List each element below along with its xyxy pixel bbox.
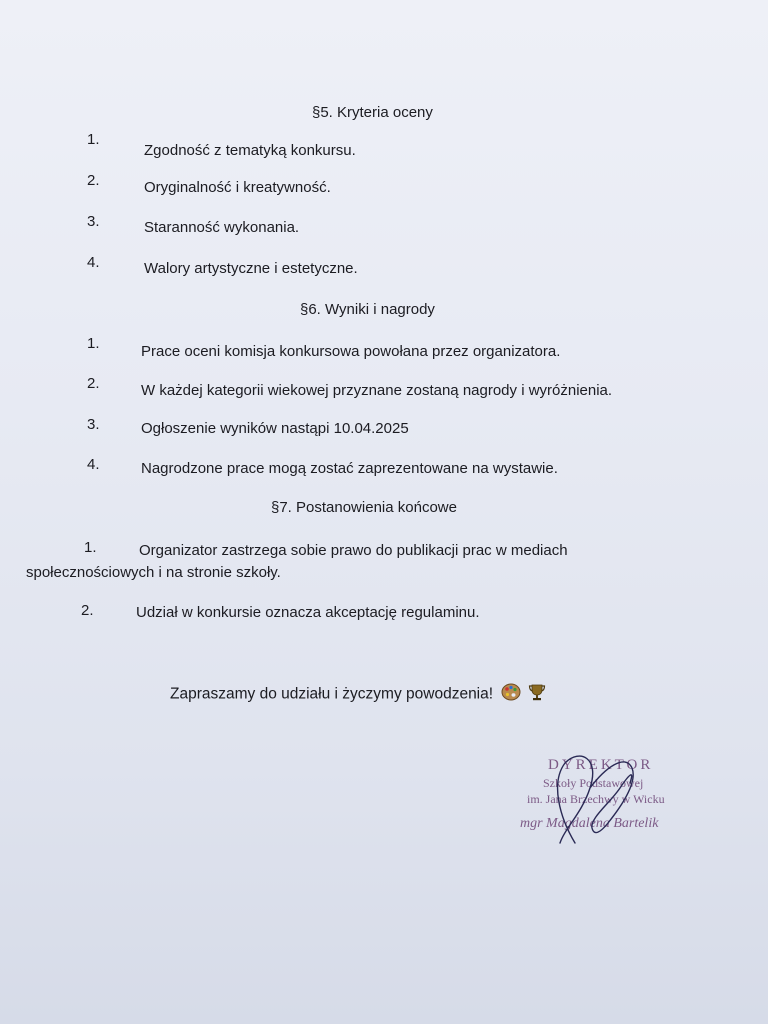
s5-item-2-text: Oryginalność i kreatywność. [144, 179, 331, 196]
signature-scribble [520, 748, 670, 848]
trophy-icon [528, 683, 546, 706]
s5-item-4-text: Walory artystyczne i estetyczne. [144, 260, 358, 277]
s6-item-1-number: 1. [87, 335, 100, 352]
stamp-director-name: mgr Magdalena Bartelik [520, 816, 659, 831]
stamp-title: DYREKTOR [548, 757, 654, 773]
s6-item-3-number: 3. [87, 416, 100, 433]
s7-item-1-text-line2: społecznościowych i na stronie szkoły. [26, 564, 281, 581]
s7-item-2-text: Udział w konkursie oznacza akceptację regulaminu. [136, 604, 480, 621]
s5-item-3-text: Staranność wykonania. [144, 219, 300, 236]
s6-item-1-text: Prace oceni komisja konkursowa powołana przez organizatora. [141, 343, 561, 360]
s7-item-1-number: 1. [84, 539, 97, 556]
s5-item-1-number: 1. [87, 131, 100, 148]
s5-item-3-number: 3. [87, 213, 100, 230]
stamp-patron-line: im. Jana Brzechwy w Wicku [527, 792, 665, 806]
stamp-school-line: Szkoły Podstawowej [543, 776, 644, 790]
palette-icon [501, 683, 521, 706]
s5-item-4-number: 4. [87, 254, 100, 271]
s6-item-2-text: W każdej kategorii wiekowej przyznane zostaną nagrody i wyróżnienia. [141, 382, 613, 399]
s5-item-1-text: Zgodność z tematyką konkursu. [144, 142, 356, 159]
section-5-heading: §5. Kryteria oceny [312, 104, 433, 121]
s7-item-1-text-line1: Organizator zastrzega sobie prawo do publikacji prac w mediach [139, 542, 568, 559]
s5-item-2-number: 2. [87, 172, 100, 189]
s6-item-2-number: 2. [87, 375, 100, 392]
s6-item-3-text: Ogłoszenie wyników nastąpi 10.04.2025 [141, 420, 409, 437]
s6-item-4-number: 4. [87, 456, 100, 473]
section-6-heading: §6. Wyniki i nagrody [300, 301, 435, 318]
closing-text: Zapraszamy do udziału i życzymy powodzenia! [170, 685, 494, 703]
closing-message [170, 683, 546, 706]
section-7-heading: §7. Postanowienia końcowe [271, 499, 457, 516]
s7-item-2-number: 2. [81, 602, 94, 619]
s6-item-4-text: Nagrodzone prace mogą zostać zaprezentowane na wystawie. [141, 460, 558, 477]
